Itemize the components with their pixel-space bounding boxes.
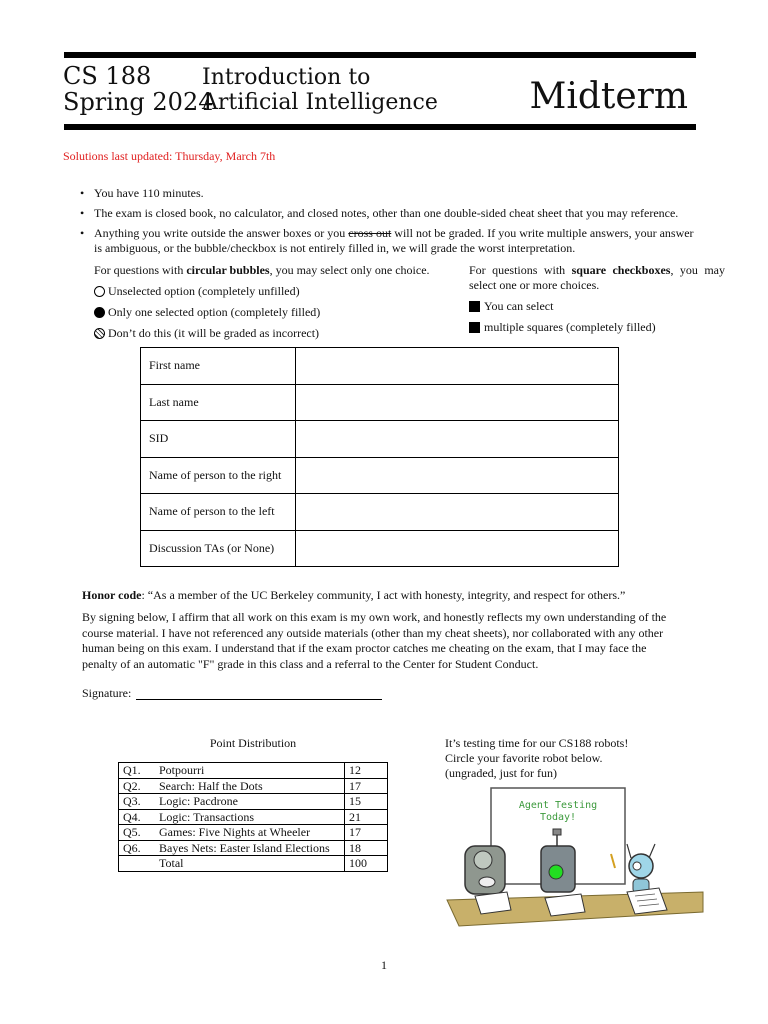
sid-box[interactable] (296, 421, 619, 458)
instructions-list (80, 186, 700, 261)
solutions-updated: Solutions last updated: Thursday, March 7th (63, 149, 276, 163)
bubble-option-filled: Only one selected option (completely filled) (94, 305, 454, 320)
course-term: Spring 2024 (63, 88, 214, 116)
bubble-empty-icon (94, 286, 105, 297)
checkbox-filled-icon (469, 301, 480, 312)
signature-line[interactable] (136, 699, 382, 700)
checkbox-intro: For questions with square checkboxes, you may select one or more choices. (469, 263, 725, 292)
field-label: Discussion TAs (or None) (141, 530, 296, 567)
honor-code: Honor code: “As a member of the UC Berkeley community, I act with honesty, integrity, and respect for others.” (82, 588, 626, 602)
robots-caption: It’s testing time for our CS188 robots! Circle your favorite robot below. (ungraded, just for fun) (445, 736, 629, 780)
table-row-total: Total 100 (119, 856, 388, 872)
table-row (141, 348, 619, 385)
last-name-box[interactable] (296, 384, 619, 421)
field-label: First name (141, 348, 296, 385)
instruction-time: • You have 110 minutes. (80, 186, 700, 201)
page-number: 1 (381, 958, 387, 972)
field-label: Name of person to the left (141, 494, 296, 531)
course-title-line1: Introduction to (202, 65, 371, 90)
bubble-intro: For questions with circular bubbles, you may select only one choice. (94, 263, 430, 277)
checkbox-option-2: multiple squares (completely filled) (469, 320, 725, 335)
table-row: Q4. Logic: Transactions 21 (119, 809, 388, 825)
bubble-crossed-icon (94, 328, 105, 339)
bubble-filled-icon (94, 307, 105, 318)
honor-affirmation: By signing below, I affirm that all work on this exam is my own work, and honestly reflects my own understanding of the course material. I have not referenced any outside materials (other than my cheat sheets), nor collaborated with any other human being on this exam. I understand that if the exam proctor catches me cheating on the exam, that I may face the penalty of an automatic "F" grade in this class and a referral to the Center for Student Conduct. (82, 610, 667, 671)
table-row (141, 421, 619, 458)
table-row (141, 494, 619, 531)
exam-title: Midterm (529, 76, 688, 117)
point-distribution-table (118, 762, 388, 872)
field-label: SID (141, 421, 296, 458)
instruction-ambiguity: • Anything you write outside the answer boxes or you cross out will not be graded. If you write multiple answers, your answer is ambiguous, or the bubble/checkbox is not entirely filled in, we will grade the worst interpretation. (80, 226, 700, 256)
person-right-box[interactable] (296, 457, 619, 494)
bubble-option-crossed: Don’t do this (it will be graded as incorrect) (94, 326, 454, 341)
instruction-closed-book: • The exam is closed book, no calculator, and closed notes, other than one double-sided cheat sheet that you may reference. (80, 206, 700, 221)
robots-illustration (445, 784, 705, 932)
point-distribution-title: Point Distribution (209, 736, 297, 750)
bubble-legend (94, 263, 454, 341)
person-left-box[interactable] (296, 494, 619, 531)
cross-out-example: cross out (348, 226, 392, 240)
header-top-rule (64, 52, 696, 58)
signature-label: Signature: (82, 686, 132, 700)
table-row: Q3. Logic: Pacdrone 15 (119, 794, 388, 810)
checkbox-option-1: You can select (469, 299, 725, 314)
board-text-line2: Today! (539, 812, 577, 823)
first-name-box[interactable] (296, 348, 619, 385)
green-eye-icon (549, 865, 563, 879)
field-label: Name of person to the right (141, 457, 296, 494)
course-title-line2: Artificial Intelligence (202, 90, 438, 115)
table-row: Q2. Search: Half the Dots 17 (119, 778, 388, 794)
board-text-line1: Agent Testing (518, 800, 598, 811)
table-row (141, 530, 619, 567)
field-label: Last name (141, 384, 296, 421)
header-bottom-rule (64, 124, 696, 130)
student-info-table (140, 347, 619, 567)
checkbox-legend (469, 263, 725, 335)
discussion-ta-box[interactable] (296, 530, 619, 567)
bubble-option-unfilled: Unselected option (completely unfilled) (94, 284, 454, 299)
table-row (141, 384, 619, 421)
course-code: CS 188 (63, 62, 152, 90)
table-row: Q1. Potpourri 12 (119, 763, 388, 779)
table-row: Q5. Games: Five Nights at Wheeler 17 (119, 825, 388, 841)
checkbox-filled-icon (469, 322, 480, 333)
table-row (141, 457, 619, 494)
table-row: Q6. Bayes Nets: Easter Island Elections 18 (119, 840, 388, 856)
